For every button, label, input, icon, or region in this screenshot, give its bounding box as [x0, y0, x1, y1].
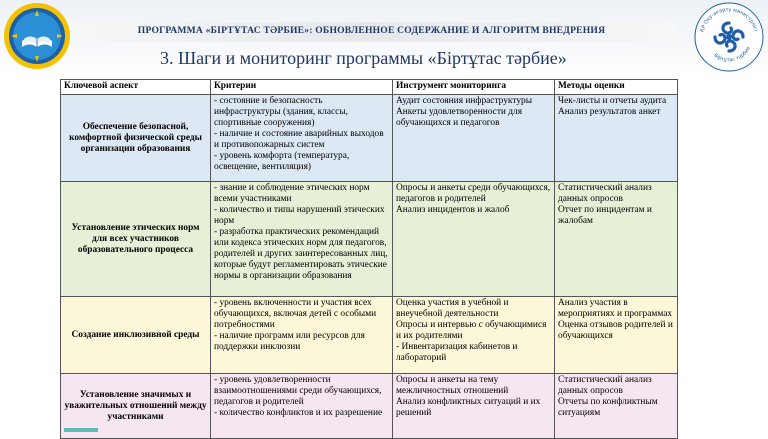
- aspect-cell: Установление этических норм для всех участников образовательного процесса: [61, 182, 211, 297]
- criteria-cell: - уровень удовлетворенности взаимоотношениями среди обучающихся, педагогов и родителей - количество конфликтов и их разрешение: [211, 374, 393, 439]
- tool-cell: Аудит состояния инфраструктуры Анкеты удовлетворенности для обучающихся и педагогов: [393, 95, 555, 182]
- table-row: [61, 95, 678, 182]
- methods-cell: Статистический анализ данных опросов Отчеты по конфликтным ситуациям: [555, 374, 678, 439]
- criteria-cell: - уровень включенности и участия всех обучающихся, включая детей с особыми потребностями - наличие программ или ресурсов для поддержки инклюзии: [211, 297, 393, 374]
- tool-cell: Оценка участия в учебной и внеучебной деятельности Опросы и интервью с обучающимися и их родителями - Инвентаризация кабинетов и лабораторий: [393, 297, 555, 374]
- criteria-cell: - состояние и безопасность инфраструктуры (здания, классы, спортивные сооружения) - наличие и состояние аварийных выходов и противопожарных систем - уровень комфорта (температура, освещение, вентиляция): [211, 95, 393, 182]
- header-evaluation-methods: Методы оценки: [555, 80, 678, 95]
- methods-cell: Статистический анализ данных опросов Отчет по инцидентам и жалобам: [555, 182, 678, 297]
- table-row: [61, 297, 678, 374]
- header-banner-text: ПРОГРАММА «БІРТҰТАС ТӘРБИЕ»: ОБНОВЛЕННОЕ СОДЕРЖАНИЕ И АЛГОРИТМ ВНЕДРЕНИЯ: [137, 25, 606, 36]
- logo-caption-bottom: Біртұтас тәрбие: [712, 45, 752, 64]
- header-key-aspect: Ключевой аспект: [61, 80, 211, 95]
- aspect-cell: Установление значимых и уважительных отношений между участниками: [61, 374, 211, 439]
- slide-footer-mark: [64, 428, 98, 432]
- page-title: 3. Шаги и мониторинг программы «Біртұтас тәрбие»: [160, 48, 567, 68]
- monitoring-table: [60, 79, 677, 439]
- table-row: [61, 182, 678, 297]
- table-header-row: [61, 80, 678, 95]
- table-row: [61, 374, 678, 439]
- tool-cell: Опросы и анкеты на тему межличностных отношений Анализ конфликтных ситуаций и их решений: [393, 374, 555, 439]
- aspect-cell: Обеспечение безопасной, комфортной физической среды организации образования: [61, 95, 211, 182]
- methods-cell: Чек-листы и отчеты аудита Анализ результатов анкет: [555, 95, 678, 182]
- criteria-cell: - знание и соблюдение этических норм всеми участниками - количество и типы нарушений этических норм - разработка практических рекомендаций или кодекса этических норм для педагогов, родителей и других заинтересованных лиц, которые будут регламентировать этические нормы в организации образования: [211, 182, 393, 297]
- tool-cell: Опросы и анкеты среди обучающихся, педагогов и родителей Анализ инцидентов и жалоб: [393, 182, 555, 297]
- header-criteria: Критерии: [211, 80, 393, 95]
- birtutas-ornament-logo: [693, 1, 765, 73]
- methods-cell: Анализ участия в мероприятиях и программах Оценка отзывов родителей и обучающихся: [555, 297, 678, 374]
- book-emblem-logo: [2, 1, 72, 71]
- aspect-cell: Создание инклюзивной среды: [61, 297, 211, 374]
- logo-caption-top: ҚР Оқу-ағарту министрлігі: [699, 6, 759, 33]
- header-monitoring-tool: Инструмент мониторинга: [393, 80, 555, 95]
